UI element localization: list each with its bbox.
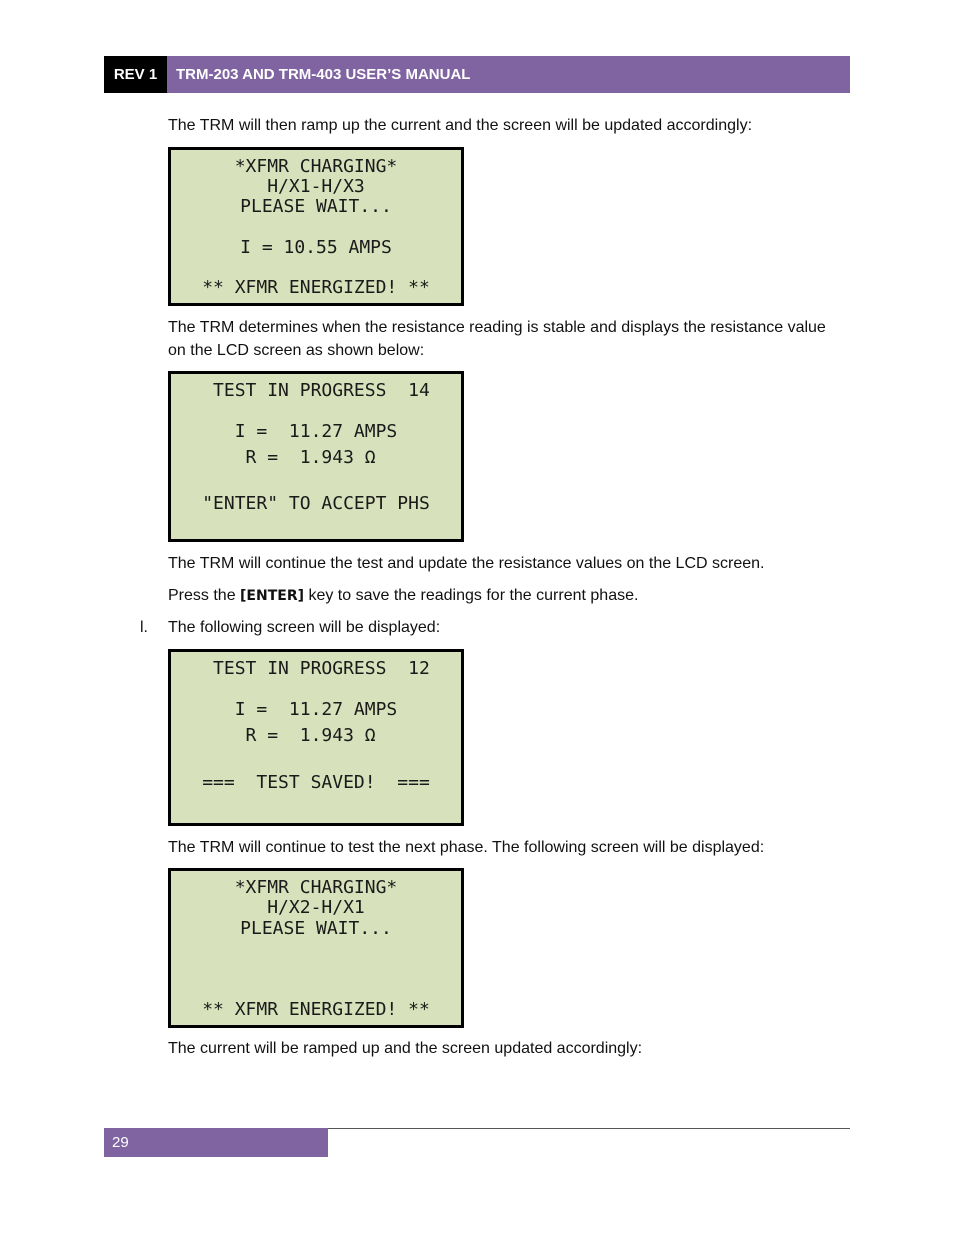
lcd-screen-charging-1	[168, 147, 464, 306]
lcd-line: PLEASE WAIT...	[240, 196, 392, 217]
lcd-line: TEST IN PROGRESS 12	[202, 658, 430, 679]
lcd-line: *XFMR CHARGING*	[234, 877, 398, 898]
paragraph-continue-test: The TRM will continue the test and update the resistance values on the LCD screen.	[168, 555, 765, 572]
paragraph-next-phase: The TRM will continue to test the next phase. The following screen will be displayed:	[168, 839, 765, 856]
lcd-line: I = 11.27 AMPS	[234, 699, 398, 720]
enter-key-label: [ENTER]	[240, 588, 305, 604]
page-number: 29	[104, 1128, 328, 1157]
lcd-line: R = 1.943 Ω	[245, 447, 387, 468]
lcd-line: H/X1-H/X3	[267, 176, 365, 197]
press-text: Press the	[168, 587, 241, 604]
manual-title: TRM-203 AND TRM-403 USER’S MANUAL	[167, 56, 850, 93]
lcd-screen-charging-2	[168, 868, 464, 1028]
lcd-screen-test-saved	[168, 649, 464, 826]
paragraph-following-screen: The following screen will be displayed:	[168, 619, 441, 636]
lcd-line: PLEASE WAIT...	[240, 918, 392, 939]
paragraph-press-enter	[168, 584, 838, 608]
lcd-line: ** XFMR ENERGIZED! **	[202, 999, 430, 1020]
lcd-line: I = 11.27 AMPS	[234, 421, 398, 442]
lcd-line: *XFMR CHARGING*	[234, 156, 398, 177]
paragraph-stable-reading: The TRM determines when the resistance reading is stable and displays the resistance value on the LCD screen as shown below:	[168, 319, 826, 359]
press-text-rest: key to save the readings for the current phase.	[304, 587, 639, 604]
paragraph-ramped-up: The current will be ramped up and the screen updated accordingly:	[168, 1040, 643, 1057]
lcd-line: ** XFMR ENERGIZED! **	[202, 277, 430, 298]
lcd-line: === TEST SAVED! ===	[202, 772, 430, 793]
paragraph-ramp-up: The TRM will then ramp up the current and the screen will be updated accordingly:	[168, 117, 753, 134]
page-header	[104, 56, 850, 93]
lcd-line: TEST IN PROGRESS 14	[202, 380, 430, 401]
lcd-line: H/X2-H/X1	[267, 897, 365, 918]
lcd-line: I = 10.55 AMPS	[240, 237, 392, 258]
lcd-line: "ENTER" TO ACCEPT PHS	[202, 493, 430, 514]
revision-label: REV 1	[104, 56, 167, 93]
lcd-line: R = 1.943 Ω	[245, 725, 387, 746]
lcd-screen-test-progress-1	[168, 371, 464, 542]
list-marker: l.	[140, 619, 148, 636]
